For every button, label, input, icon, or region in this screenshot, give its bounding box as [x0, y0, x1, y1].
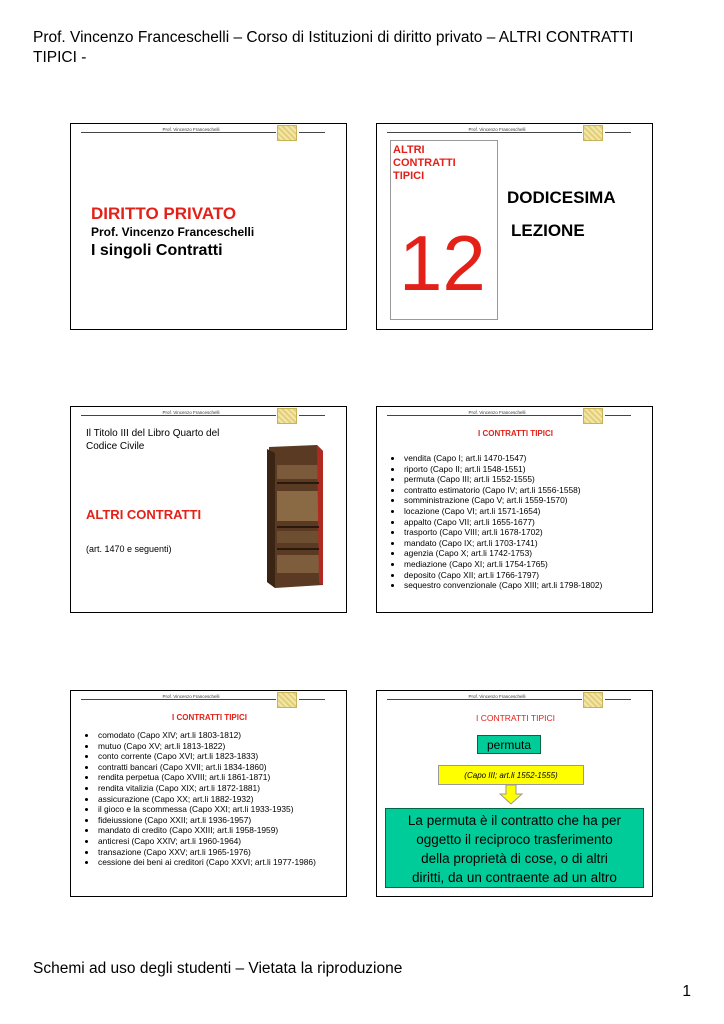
slide-subtitle: I singoli Contratti	[91, 242, 223, 259]
slide-articles: (art. 1470 e seguenti)	[86, 544, 172, 554]
slide-header-rule	[81, 415, 276, 416]
list-item: • contratti bancari (Capo XVII; art.li 1834-1860)	[97, 762, 337, 773]
logo-icon	[583, 692, 603, 708]
logo-icon	[277, 408, 297, 424]
down-arrow-icon	[499, 785, 523, 805]
slide-header-rule	[605, 132, 631, 133]
list-item: • il gioco e la scommessa (Capo XXI; art.li 1933-1935)	[97, 804, 337, 815]
list-item: • mandato (Capo IX; art.li 1703-1741)	[403, 538, 653, 549]
slide-author: Prof. Vincenzo Franceschelli	[91, 225, 255, 239]
list-item: • locazione (Capo VI; art.li 1571-1654)	[403, 506, 653, 517]
slide-title: DIRITTO PRIVATO	[91, 204, 237, 223]
list-item: • agenzia (Capo X; art.li 1742-1753)	[403, 548, 653, 559]
lesson-title	[507, 181, 616, 247]
list-item: • deposito (Capo XII; art.li 1766-1797)	[403, 570, 653, 581]
term-box: permuta	[477, 735, 541, 754]
list-item: • mandato di credito (Capo XXIII; art.li 1958-1959)	[97, 825, 337, 836]
slide-header-text: Prof. Vincenzo Franceschelli	[437, 127, 557, 132]
list-item: • vendita (Capo I; art.li 1470-1547)	[403, 453, 653, 464]
slide-heading: ALTRI CONTRATTI	[86, 507, 202, 522]
list-item: • mutuo (Capo XV; art.li 1813-1822)	[97, 741, 337, 752]
list-item: • rendita vitalizia (Capo XIX; art.li 1872-1881)	[97, 783, 337, 794]
list-item: • trasporto (Capo VIII; art.li 1678-1702)	[403, 527, 653, 538]
list-item: • comodato (Capo XIV; art.li 1803-1812)	[97, 730, 337, 741]
page-footer: Schemi ad uso degli studenti – Vietata la riproduzione	[33, 960, 403, 977]
slide-4	[376, 406, 653, 613]
slide-header-rule	[81, 132, 276, 133]
list-item: • sequestro convenzionale (Capo XIII; art.li 1798-1802)	[403, 580, 653, 591]
slide-3	[70, 406, 347, 613]
list-title: I CONTRATTI TIPICI	[172, 713, 247, 722]
slide-2	[376, 123, 653, 330]
slide-5	[70, 690, 347, 897]
slide-header-rule	[387, 415, 582, 416]
list-item: • somministrazione (Capo V; art.li 1559-1570)	[403, 495, 653, 506]
list-item: • appalto (Capo VII; art.li 1655-1677)	[403, 517, 653, 528]
slide-header-rule	[605, 415, 631, 416]
slide-header-rule	[299, 415, 325, 416]
slide-header-text: Prof. Vincenzo Franceschelli	[437, 694, 557, 699]
list-item: • permuta (Capo III; art.li 1552-1555)	[403, 474, 653, 485]
list-item: • assicurazione (Capo XX; art.li 1882-1932)	[97, 794, 337, 805]
list-item: • contratto estimatorio (Capo IV; art.li 1556-1558)	[403, 485, 653, 496]
list-item: • riporto (Capo II; art.li 1548-1551)	[403, 464, 653, 475]
slide-header-text: Prof. Vincenzo Franceschelli	[131, 694, 251, 699]
list-item: • rendita perpetua (Capo XVIII; art.li 1861-1871)	[97, 772, 337, 783]
list-item: • conto corrente (Capo XVI; art.li 1823-1833)	[97, 751, 337, 762]
slide-header-rule	[387, 132, 582, 133]
slide-header-text: Prof. Vincenzo Franceschelli	[131, 127, 251, 132]
slide-1	[70, 123, 347, 330]
slide-header-rule	[299, 132, 325, 133]
list-item: • fideiussione (Capo XXII; art.li 1936-1957)	[97, 815, 337, 826]
slide-header-rule	[81, 699, 276, 700]
topic-line: CONTRATTI	[393, 157, 456, 169]
list-item: • cessione dei beni ai creditori (Capo XXVI; art.li 1977-1986)	[97, 857, 337, 868]
slide-header-rule	[299, 699, 325, 700]
book-icon	[257, 443, 327, 590]
logo-icon	[583, 125, 603, 141]
contract-list	[85, 730, 337, 868]
list-item: • anticresi (Capo XXIV; art.li 1960-1964)	[97, 836, 337, 847]
slide-header-rule	[387, 699, 582, 700]
topic-line: TIPICI	[393, 170, 425, 182]
lesson-title-line: LEZIONE	[511, 221, 585, 240]
definition-line: diritti, da un contraente ad un altro	[412, 870, 617, 885]
logo-icon	[277, 692, 297, 708]
slide-header-rule	[605, 699, 631, 700]
slide-6	[376, 690, 653, 897]
definition-box	[385, 808, 644, 888]
definition-line: della proprietà di cose, o di altri	[421, 851, 608, 866]
slide-topic	[393, 144, 456, 183]
definition-line: La permuta è il contratto che ha per	[407, 813, 622, 828]
page-number: 1	[682, 983, 691, 1000]
slide-intro: Il Titolo III del Libro Quarto del Codice Civile	[86, 428, 220, 452]
slide-header-text: Prof. Vincenzo Franceschelli	[131, 410, 251, 415]
list-item: • mediazione (Capo XI; art.li 1754-1765)	[403, 559, 653, 570]
definition-line: oggetto il reciproco trasferimento	[416, 832, 613, 847]
page-header: Prof. Vincenzo Franceschelli – Corso di Istituzioni di diritto privato – ALTRI CONTRATTI TIPICI -	[33, 29, 634, 66]
list-item: • transazione (Capo XXV; art.li 1965-1976)	[97, 847, 337, 858]
topic-line: ALTRI	[393, 144, 425, 156]
list-title: I CONTRATTI TIPICI	[475, 713, 556, 723]
logo-icon	[583, 408, 603, 424]
logo-icon	[277, 125, 297, 141]
slide-header-text: Prof. Vincenzo Franceschelli	[437, 410, 557, 415]
reference-box: (Capo III; art.li 1552-1555)	[438, 765, 584, 785]
contract-list	[391, 453, 653, 591]
list-title: I CONTRATTI TIPICI	[478, 429, 553, 438]
lesson-number: 12	[399, 219, 486, 307]
lesson-title-line: DODICESIMA	[507, 188, 616, 207]
